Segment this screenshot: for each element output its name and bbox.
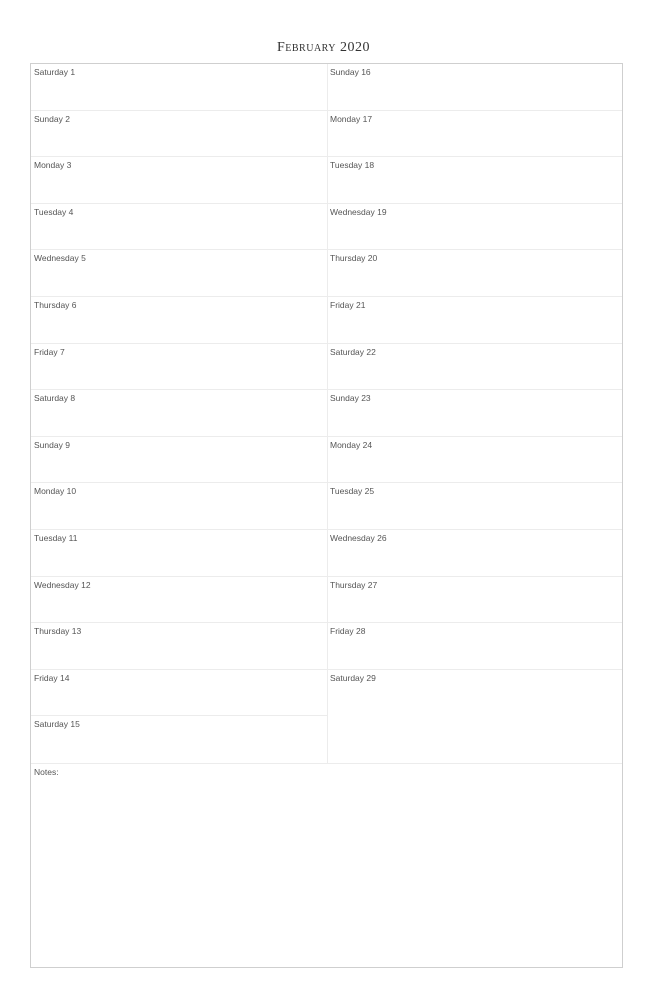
day-label: Wednesday 12 bbox=[34, 579, 91, 590]
calendar-frame bbox=[30, 63, 623, 968]
day-label: Sunday 23 bbox=[330, 393, 371, 404]
day-cell bbox=[31, 390, 327, 437]
day-cell bbox=[31, 344, 327, 391]
day-cell bbox=[327, 483, 622, 530]
day-label: Monday 17 bbox=[330, 113, 373, 124]
left-day-column bbox=[31, 64, 328, 763]
page-title: February 2020 bbox=[276, 40, 371, 55]
day-cell bbox=[327, 64, 622, 111]
day-cell bbox=[31, 250, 327, 297]
day-label: Saturday 29 bbox=[330, 672, 376, 683]
day-cell bbox=[31, 297, 327, 344]
day-cell bbox=[327, 530, 622, 577]
day-cell bbox=[327, 297, 622, 344]
day-cell bbox=[31, 577, 327, 624]
notes-label: Notes: bbox=[34, 767, 59, 777]
day-cell bbox=[31, 111, 327, 158]
day-label: Sunday 9 bbox=[34, 439, 70, 450]
day-label: Thursday 13 bbox=[34, 626, 82, 637]
day-label: Wednesday 26 bbox=[330, 532, 387, 543]
day-cell bbox=[31, 670, 327, 717]
day-cell bbox=[327, 623, 622, 670]
day-cell bbox=[327, 157, 622, 204]
day-label: Saturday 15 bbox=[34, 719, 80, 730]
day-label: Tuesday 4 bbox=[34, 206, 74, 217]
day-label: Friday 28 bbox=[330, 626, 366, 637]
day-label: Monday 10 bbox=[34, 486, 77, 497]
day-label: Sunday 16 bbox=[330, 67, 371, 77]
day-cell bbox=[31, 530, 327, 577]
day-cell bbox=[327, 437, 622, 484]
day-label: Saturday 8 bbox=[34, 393, 76, 404]
day-cell bbox=[327, 344, 622, 391]
right-day-column bbox=[327, 64, 622, 716]
day-label: Tuesday 18 bbox=[330, 160, 375, 171]
day-cell bbox=[327, 250, 622, 297]
day-label: Thursday 27 bbox=[330, 579, 378, 590]
day-label: Friday 14 bbox=[34, 672, 70, 683]
day-label: Saturday 22 bbox=[330, 346, 376, 357]
day-cell bbox=[327, 390, 622, 437]
day-cell bbox=[327, 204, 622, 251]
day-cell bbox=[31, 204, 327, 251]
day-label: Tuesday 11 bbox=[34, 532, 78, 543]
day-cell bbox=[31, 716, 327, 763]
day-label: Thursday 20 bbox=[330, 253, 378, 264]
day-label: Tuesday 25 bbox=[330, 486, 375, 497]
day-label: Wednesday 19 bbox=[330, 206, 387, 217]
day-label: Saturday 1 bbox=[34, 67, 76, 77]
day-cell bbox=[31, 437, 327, 484]
day-cell bbox=[31, 157, 327, 204]
day-label: Wednesday 5 bbox=[34, 253, 86, 264]
day-label: Thursday 6 bbox=[34, 299, 77, 310]
day-cell bbox=[327, 111, 622, 158]
day-label: Friday 21 bbox=[330, 299, 366, 310]
day-label: Monday 24 bbox=[330, 439, 373, 450]
day-cell bbox=[31, 623, 327, 670]
day-label: Friday 7 bbox=[34, 346, 65, 357]
day-label: Monday 3 bbox=[34, 160, 72, 171]
notes-divider bbox=[31, 763, 622, 764]
day-cell bbox=[327, 670, 622, 717]
day-cell bbox=[31, 483, 327, 530]
day-cell bbox=[327, 577, 622, 624]
day-cell bbox=[31, 64, 327, 111]
day-label: Sunday 2 bbox=[34, 113, 70, 124]
